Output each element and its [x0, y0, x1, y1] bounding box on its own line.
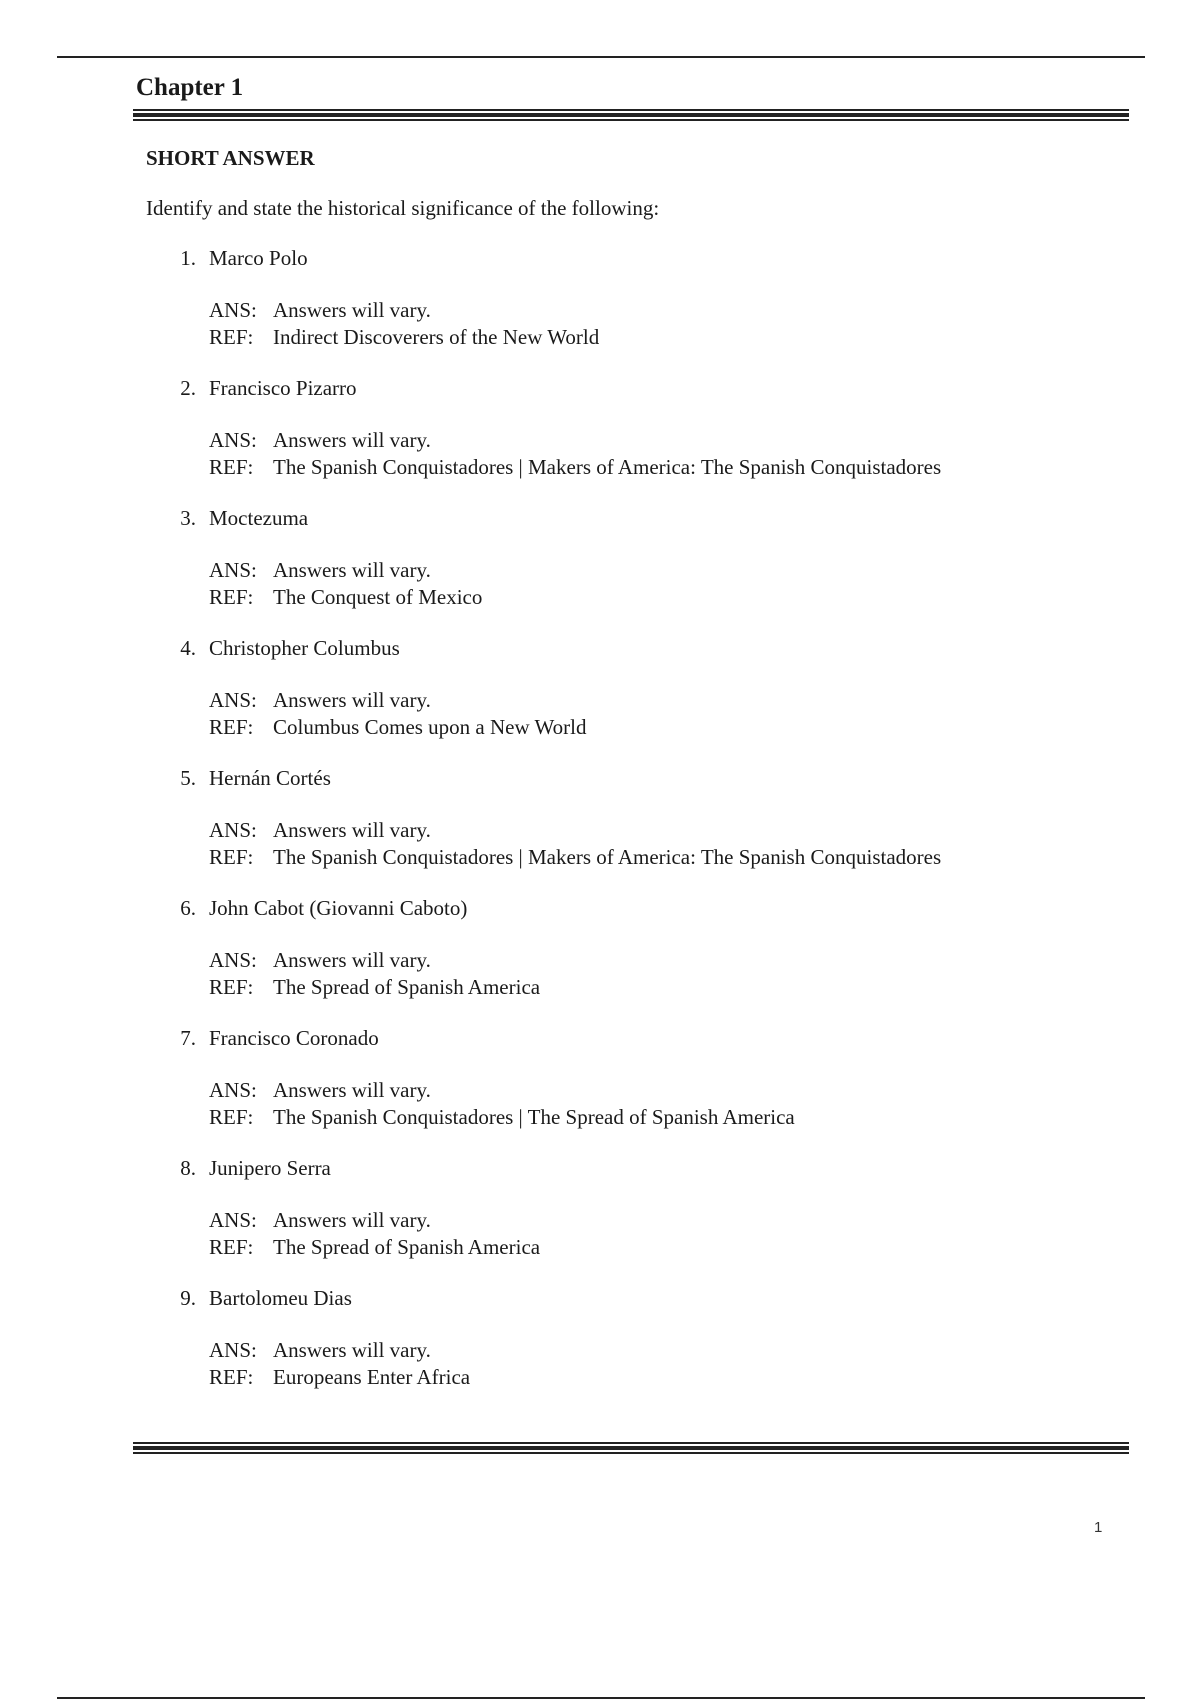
- ref-label: REF:: [209, 585, 254, 609]
- question-number: 8.: [180, 1156, 196, 1180]
- answer-text: Answers will vary.: [273, 688, 431, 712]
- question-list: [0, 244, 1200, 1414]
- footer-triple-rule: [133, 1442, 1129, 1455]
- question-text: Junipero Serra: [209, 1156, 331, 1180]
- reference-text: The Spanish Conquistadores | Makers of America: The Spanish Conquistadores: [273, 845, 942, 869]
- answer-row: [209, 816, 431, 844]
- answer-text: Answers will vary.: [273, 298, 431, 322]
- question-item: [0, 374, 1200, 504]
- question-item: [0, 764, 1200, 894]
- ref-label: REF:: [209, 325, 254, 349]
- question-text: Marco Polo: [209, 246, 308, 270]
- reference-row: [209, 713, 587, 741]
- reference-row: [209, 1103, 795, 1131]
- question-text: Moctezuma: [209, 506, 309, 530]
- question-item: [0, 1024, 1200, 1154]
- answer-text: Answers will vary.: [273, 428, 431, 452]
- question-item: [0, 244, 1200, 374]
- answer-text: Answers will vary.: [273, 1078, 431, 1102]
- question-text: Francisco Pizarro: [209, 376, 357, 400]
- answer-row: [209, 1076, 431, 1104]
- ans-label: ANS:: [209, 688, 257, 712]
- reference-text: Indirect Discoverers of the New World: [273, 325, 600, 349]
- question-text: Bartolomeu Dias: [209, 1286, 352, 1310]
- question-item: [0, 634, 1200, 764]
- question-number: 9.: [180, 1286, 196, 1310]
- ref-label: REF:: [209, 845, 254, 869]
- question-number: 7.: [180, 1026, 196, 1050]
- answer-text: Answers will vary.: [273, 1208, 431, 1232]
- page-bottom-rule: [57, 1697, 1145, 1699]
- section-heading: SHORT ANSWER: [146, 146, 315, 170]
- reference-row: [209, 1363, 470, 1391]
- question-text: Christopher Columbus: [209, 636, 400, 660]
- reference-row: [209, 453, 941, 481]
- answer-row: [209, 426, 431, 454]
- reference-text: Europeans Enter Africa: [273, 1365, 471, 1389]
- chapter-title: Chapter 1: [136, 74, 244, 101]
- answer-text: Answers will vary.: [273, 818, 431, 842]
- reference-row: [209, 323, 599, 351]
- ans-label: ANS:: [209, 1078, 257, 1102]
- answer-row: [209, 296, 431, 324]
- question-item: [0, 894, 1200, 1024]
- ans-label: ANS:: [209, 298, 257, 322]
- reference-row: [209, 973, 540, 1001]
- question-text: Francisco Coronado: [209, 1026, 379, 1050]
- ans-label: ANS:: [209, 948, 257, 972]
- ans-label: ANS:: [209, 1338, 257, 1362]
- answer-text: Answers will vary.: [273, 948, 431, 972]
- ref-label: REF:: [209, 1365, 254, 1389]
- ans-label: ANS:: [209, 818, 257, 842]
- question-number: 6.: [180, 896, 196, 920]
- question-item: [0, 1284, 1200, 1414]
- reference-text: The Spanish Conquistadores | The Spread of Spanish America: [273, 1105, 795, 1129]
- question-text: John Cabot (Giovanni Caboto): [209, 896, 468, 920]
- question-number: 1.: [180, 246, 196, 270]
- instructions: Identify and state the historical significance of the following:: [146, 196, 660, 220]
- question-number: 4.: [180, 636, 196, 660]
- reference-text: The Spread of Spanish America: [273, 1235, 541, 1259]
- answer-text: Answers will vary.: [273, 558, 431, 582]
- answer-row: [209, 1206, 431, 1234]
- page-number: 1: [1094, 1519, 1103, 1536]
- reference-row: [209, 583, 482, 611]
- ref-label: REF:: [209, 1235, 254, 1259]
- reference-row: [209, 843, 941, 871]
- answer-row: [209, 1336, 431, 1364]
- ref-label: REF:: [209, 975, 254, 999]
- reference-text: The Spanish Conquistadores | Makers of America: The Spanish Conquistadores: [273, 455, 942, 479]
- ans-label: ANS:: [209, 428, 257, 452]
- ref-label: REF:: [209, 715, 254, 739]
- question-item: [0, 504, 1200, 634]
- reference-text: Columbus Comes upon a New World: [273, 715, 587, 739]
- reference-row: [209, 1233, 540, 1261]
- ref-label: REF:: [209, 455, 254, 479]
- answer-row: [209, 686, 431, 714]
- header-triple-rule: [133, 109, 1129, 122]
- ref-label: REF:: [209, 1105, 254, 1129]
- question-item: [0, 1154, 1200, 1284]
- ans-label: ANS:: [209, 558, 257, 582]
- question-text: Hernán Cortés: [209, 766, 331, 790]
- question-number: 3.: [180, 506, 196, 530]
- ans-label: ANS:: [209, 1208, 257, 1232]
- question-number: 5.: [180, 766, 196, 790]
- answer-row: [209, 946, 431, 974]
- question-number: 2.: [180, 376, 196, 400]
- reference-text: The Conquest of Mexico: [273, 585, 483, 609]
- answer-row: [209, 556, 431, 584]
- reference-text: The Spread of Spanish America: [273, 975, 541, 999]
- answer-text: Answers will vary.: [273, 1338, 431, 1362]
- page-top-rule: [57, 56, 1145, 58]
